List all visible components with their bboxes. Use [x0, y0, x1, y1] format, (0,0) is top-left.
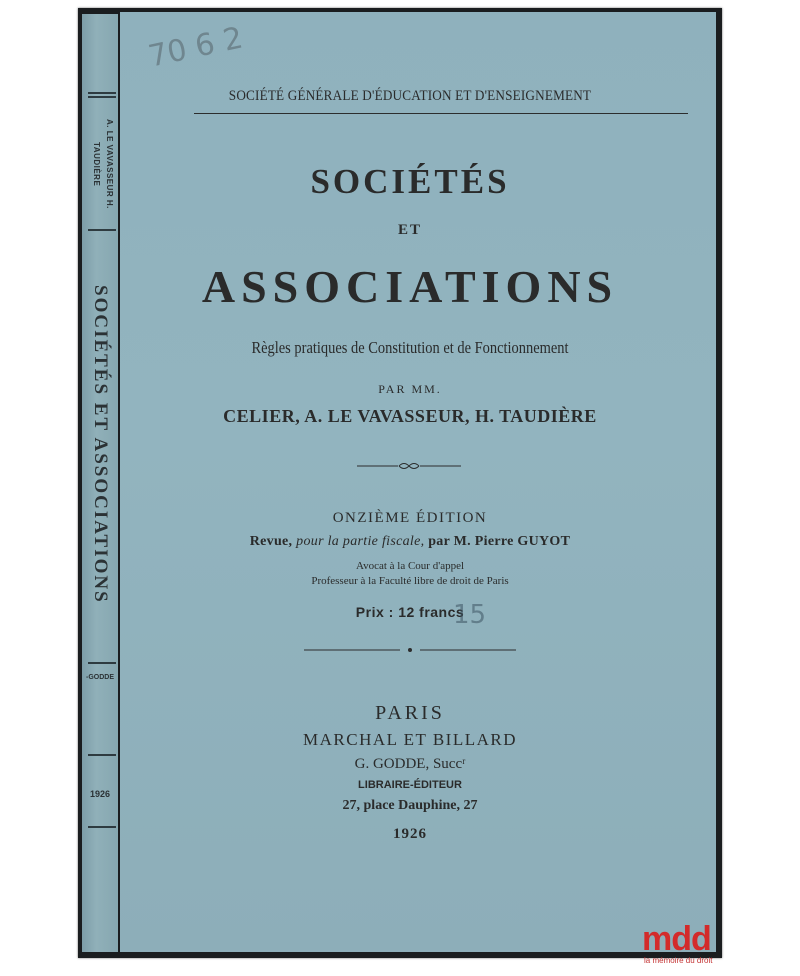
book-spine [82, 14, 118, 952]
spine-year: 1926 [89, 789, 111, 799]
revue-italic: pour la partie fiscale, [296, 534, 425, 549]
city: PARIS [375, 702, 445, 724]
spine-band [88, 229, 116, 231]
publication-year: 1926 [393, 826, 427, 842]
reviser-title: Avocat à la Cour d'appel [355, 560, 465, 572]
front-cover [120, 12, 716, 952]
edition: ONZIÈME ÉDITION [332, 510, 488, 526]
spine-authors: A. LE VAVASSEUR H. TAUDIÈRE [92, 119, 114, 209]
spine-band [88, 92, 116, 94]
publisher-role: LIBRAIRE-ÉDITEUR [358, 779, 462, 791]
spine-band [88, 754, 116, 756]
spine-publisher: -GODDE [86, 674, 114, 681]
spine-band [88, 96, 116, 98]
publisher: MARCHAL ET BILLARD [303, 730, 517, 749]
subtitle: Règles pratiques de Constitution et de Fonctionnement [251, 338, 569, 357]
reviser-position: Professeur à la Faculté libre de droit de Paris [311, 575, 509, 587]
society-header: SOCIÉTÉ GÉNÉRALE D'ÉDUCATION ET D'ENSEIGNEMENT [228, 88, 592, 104]
mdd-logo: mdd [642, 920, 711, 958]
book [78, 8, 722, 958]
ornament-divider-2 [120, 645, 700, 655]
spine-band [88, 826, 116, 828]
title-et: ET [397, 222, 422, 238]
revision-line [120, 534, 700, 550]
spine-band [88, 662, 116, 664]
header-rule [194, 113, 688, 114]
mdd-tagline: la mémoire du droit [644, 956, 713, 965]
par-mm: PAR MM. [378, 382, 442, 396]
revue-suffix: par M. Pierre GUYOT [428, 534, 571, 549]
title-societes: SOCIÉTÉS [310, 162, 510, 201]
authors: CELIER, A. LE VAVASSEUR, H. TAUDIÈRE [223, 406, 597, 426]
revue-prefix: Revue, [249, 534, 293, 549]
title-associations: ASSOCIATIONS [201, 261, 619, 312]
handwritten-note: 70 6 2 [145, 20, 247, 75]
publisher-address: 27, place Dauphine, 27 [342, 798, 478, 813]
successor: G. GODDE, Succʳ [354, 756, 466, 772]
price-stamp: 15 [453, 600, 487, 630]
spine-title: SOCIÉTÉS ET ASSOCIATIONS [90, 284, 111, 604]
price: Prix : 12 francs [355, 604, 465, 620]
ornament-divider [120, 459, 700, 473]
